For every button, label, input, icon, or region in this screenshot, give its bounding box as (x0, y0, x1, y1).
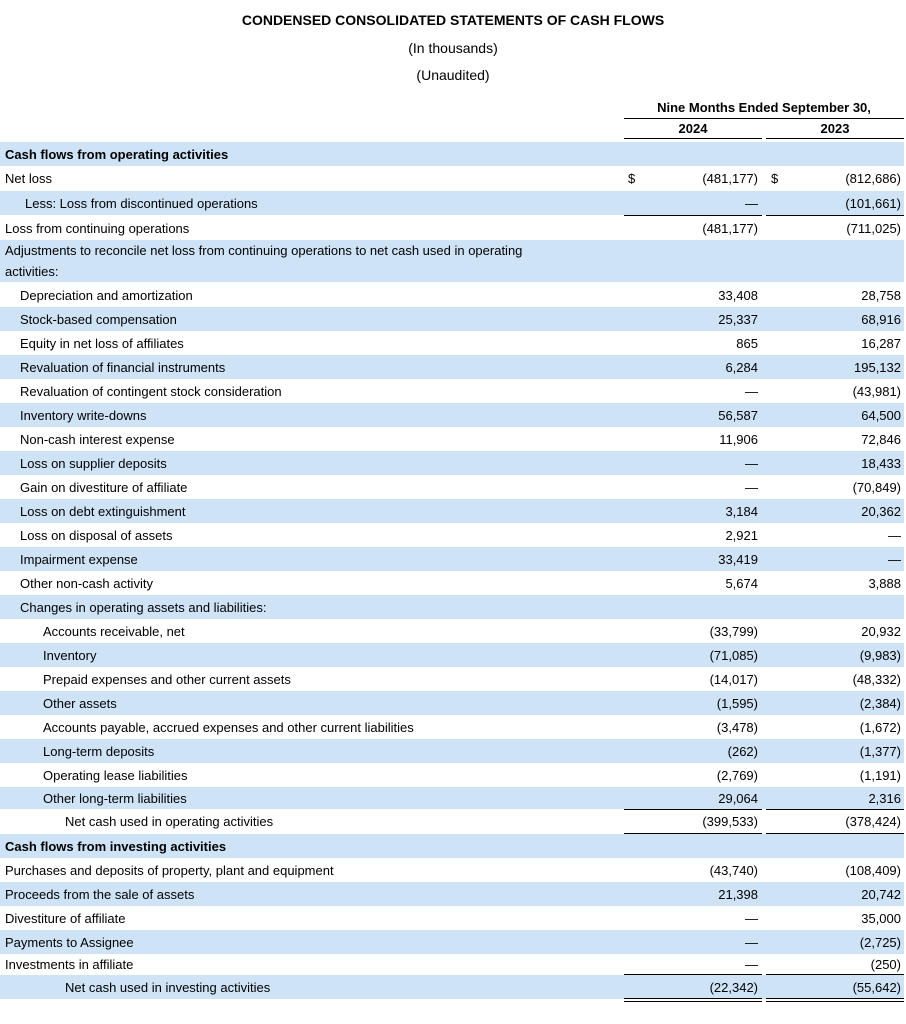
table-row (0, 216, 904, 240)
value-2024: 6,284 (725, 360, 758, 375)
year-2024-underline (624, 138, 762, 139)
row-label: Inventory write-downs (20, 408, 147, 423)
row-label: Long-term deposits (43, 744, 155, 759)
currency-symbol: $ (771, 171, 779, 186)
table-row (0, 975, 904, 999)
period-underline (624, 118, 904, 119)
row-label: Depreciation and amortization (20, 288, 193, 303)
table-row (0, 499, 904, 523)
statement-title: CONDENSED CONSOLIDATED STATEMENTS OF CASH FLOWS (241, 12, 665, 28)
row-label: Prepaid expenses and other current assets (43, 672, 291, 687)
row-label: Inventory (43, 648, 97, 663)
row-label: Investments in affiliate (5, 957, 134, 972)
value-2023: 35,000 (861, 911, 901, 926)
value-2024: 865 (736, 336, 758, 351)
value-2024: — (745, 384, 758, 399)
row-label: Other assets (43, 696, 117, 711)
table-row (0, 882, 904, 906)
total-rule (766, 1001, 904, 1002)
value-2024: 3,184 (725, 504, 758, 519)
row-label: Operating lease liabilities (43, 768, 188, 783)
value-2023: (2,384) (859, 696, 901, 711)
value-2024: (71,085) (709, 648, 758, 663)
value-2023: 20,932 (861, 624, 901, 639)
row-label: Accounts payable, accrued expenses and other current liabilities (43, 720, 414, 735)
value-2023: (48,332) (852, 672, 901, 687)
table-row (0, 355, 904, 379)
value-2023: 3,888 (868, 576, 901, 591)
value-2023: 68,916 (861, 312, 901, 327)
value-2024: (22,342) (709, 980, 758, 995)
value-2023: (70,849) (852, 480, 901, 495)
value-2023: (711,025) (846, 221, 901, 236)
value-2023: 18,433 (861, 456, 901, 471)
value-2023: 72,846 (861, 432, 901, 447)
value-2023: (1,377) (859, 744, 901, 759)
row-label: Loss from continuing operations (5, 221, 190, 236)
table-row (0, 331, 904, 355)
row-label: Impairment expense (20, 552, 138, 567)
value-2023: (108,409) (845, 863, 901, 878)
value-2023: (2,725) (859, 935, 901, 950)
value-2023: 20,742 (861, 887, 901, 902)
row-label: Other non-cash activity (20, 576, 153, 591)
row-label: Stock-based compensation (20, 312, 177, 327)
value-2023: 28,758 (861, 288, 901, 303)
value-2023: (43,981) (852, 384, 901, 399)
value-2024: 5,674 (725, 576, 758, 591)
row-label: Net cash used in operating activities (65, 814, 274, 829)
table-row (0, 379, 904, 403)
table-row (0, 906, 904, 930)
value-2024: (481,177) (702, 221, 758, 236)
row-label: Cash flows from investing activities (5, 839, 227, 854)
value-2023: (9,983) (859, 648, 901, 663)
table-row (0, 858, 904, 882)
table-row (0, 930, 904, 954)
row-label: Cash flows from operating activities (5, 147, 229, 162)
table-row (0, 571, 904, 595)
units-subtitle: (In thousands) (408, 40, 498, 56)
table-row (0, 403, 904, 427)
table-row (0, 667, 904, 691)
year-2023-header: 2023 (820, 121, 850, 136)
table-row (0, 240, 904, 261)
value-2024: (43,740) (709, 863, 758, 878)
row-label: Loss on disposal of assets (20, 528, 173, 543)
table-row (0, 619, 904, 643)
row-label: Net cash used in investing activities (65, 980, 271, 995)
value-2024: (262) (727, 744, 758, 759)
table-row (0, 763, 904, 787)
row-label: Divestiture of affiliate (5, 911, 126, 926)
row-label: Payments to Assignee (5, 935, 134, 950)
row-label: activities: (5, 264, 59, 279)
table-row (0, 954, 904, 974)
value-2024: (399,533) (702, 814, 758, 829)
table-row (0, 261, 904, 282)
value-2024: — (745, 456, 758, 471)
currency-symbol: $ (628, 171, 636, 186)
value-2023: (101,661) (845, 196, 901, 211)
row-label: Adjustments to reconcile net loss from continuing operations to net cash used in operating (5, 243, 523, 258)
row-label: Less: Loss from discontinued operations (25, 196, 258, 211)
total-rule (624, 1001, 762, 1002)
value-2023: 2,316 (868, 791, 901, 806)
value-2023: 195,132 (854, 360, 901, 375)
value-2024: — (745, 957, 758, 972)
value-2023: 20,362 (861, 504, 901, 519)
value-2024: 2,921 (725, 528, 758, 543)
value-2024: (14,017) (709, 672, 758, 687)
table-row (0, 475, 904, 499)
value-2024: — (745, 935, 758, 950)
value-2023: (1,672) (859, 720, 901, 735)
table-row (0, 283, 904, 307)
value-2023: — (888, 528, 901, 543)
row-label: Other long-term liabilities (43, 791, 187, 806)
value-2024: — (745, 196, 758, 211)
total-rule (624, 998, 762, 999)
value-2024: 33,408 (718, 288, 758, 303)
row-label: Non-cash interest expense (20, 432, 175, 447)
value-2024: (481,177) (702, 171, 758, 186)
value-2024: — (745, 911, 758, 926)
table-row (0, 691, 904, 715)
value-2023: 16,287 (861, 336, 901, 351)
row-label: Loss on debt extinguishment (20, 504, 186, 519)
value-2023: (1,191) (859, 768, 901, 783)
value-2024: 56,587 (718, 408, 758, 423)
table-row (0, 166, 904, 190)
row-label: Proceeds from the sale of assets (5, 887, 195, 902)
year-2024-header: 2024 (678, 121, 708, 136)
table-row (0, 595, 904, 619)
value-2024: (33,799) (709, 624, 758, 639)
value-2024: — (745, 480, 758, 495)
total-rule (766, 998, 904, 999)
value-2024: 21,398 (718, 887, 758, 902)
row-label: Purchases and deposits of property, plant and equipment (5, 863, 334, 878)
value-2024: 25,337 (718, 312, 758, 327)
table-row (0, 427, 904, 451)
table-row (0, 787, 904, 809)
table-row (0, 643, 904, 667)
period-header: Nine Months Ended September 30, (657, 100, 871, 115)
table-row (0, 715, 904, 739)
row-label: Gain on divestiture of affiliate (20, 480, 188, 495)
table-row (0, 451, 904, 475)
value-2024: 33,419 (718, 552, 758, 567)
value-2023: (378,424) (845, 814, 901, 829)
row-label: Revaluation of contingent stock consideration (20, 384, 282, 399)
value-2024: (1,595) (716, 696, 758, 711)
value-2024: (2,769) (716, 768, 758, 783)
unaudited-subtitle: (Unaudited) (416, 67, 490, 83)
value-2024: 11,906 (719, 432, 758, 447)
value-2023: (812,686) (845, 171, 901, 186)
row-label: Revaluation of financial instruments (20, 360, 226, 375)
row-label: Accounts receivable, net (43, 624, 185, 639)
table-row (0, 810, 904, 833)
value-2023: (55,642) (852, 980, 901, 995)
table-row (0, 142, 904, 166)
year-2023-underline (766, 138, 904, 139)
row-label: Net loss (5, 171, 52, 186)
value-2023: 64,500 (861, 408, 901, 423)
value-2023: (250) (870, 957, 901, 972)
table-row (0, 547, 904, 571)
table-row (0, 523, 904, 547)
row-label: Changes in operating assets and liabilities: (20, 600, 267, 615)
value-2024: 29,064 (718, 791, 758, 806)
table-row (0, 739, 904, 763)
table-row (0, 191, 904, 215)
row-label: Equity in net loss of affiliates (20, 336, 184, 351)
value-2023: — (888, 552, 901, 567)
row-label: Loss on supplier deposits (20, 456, 167, 471)
table-row (0, 307, 904, 331)
value-2024: (3,478) (716, 720, 758, 735)
table-row (0, 834, 904, 858)
